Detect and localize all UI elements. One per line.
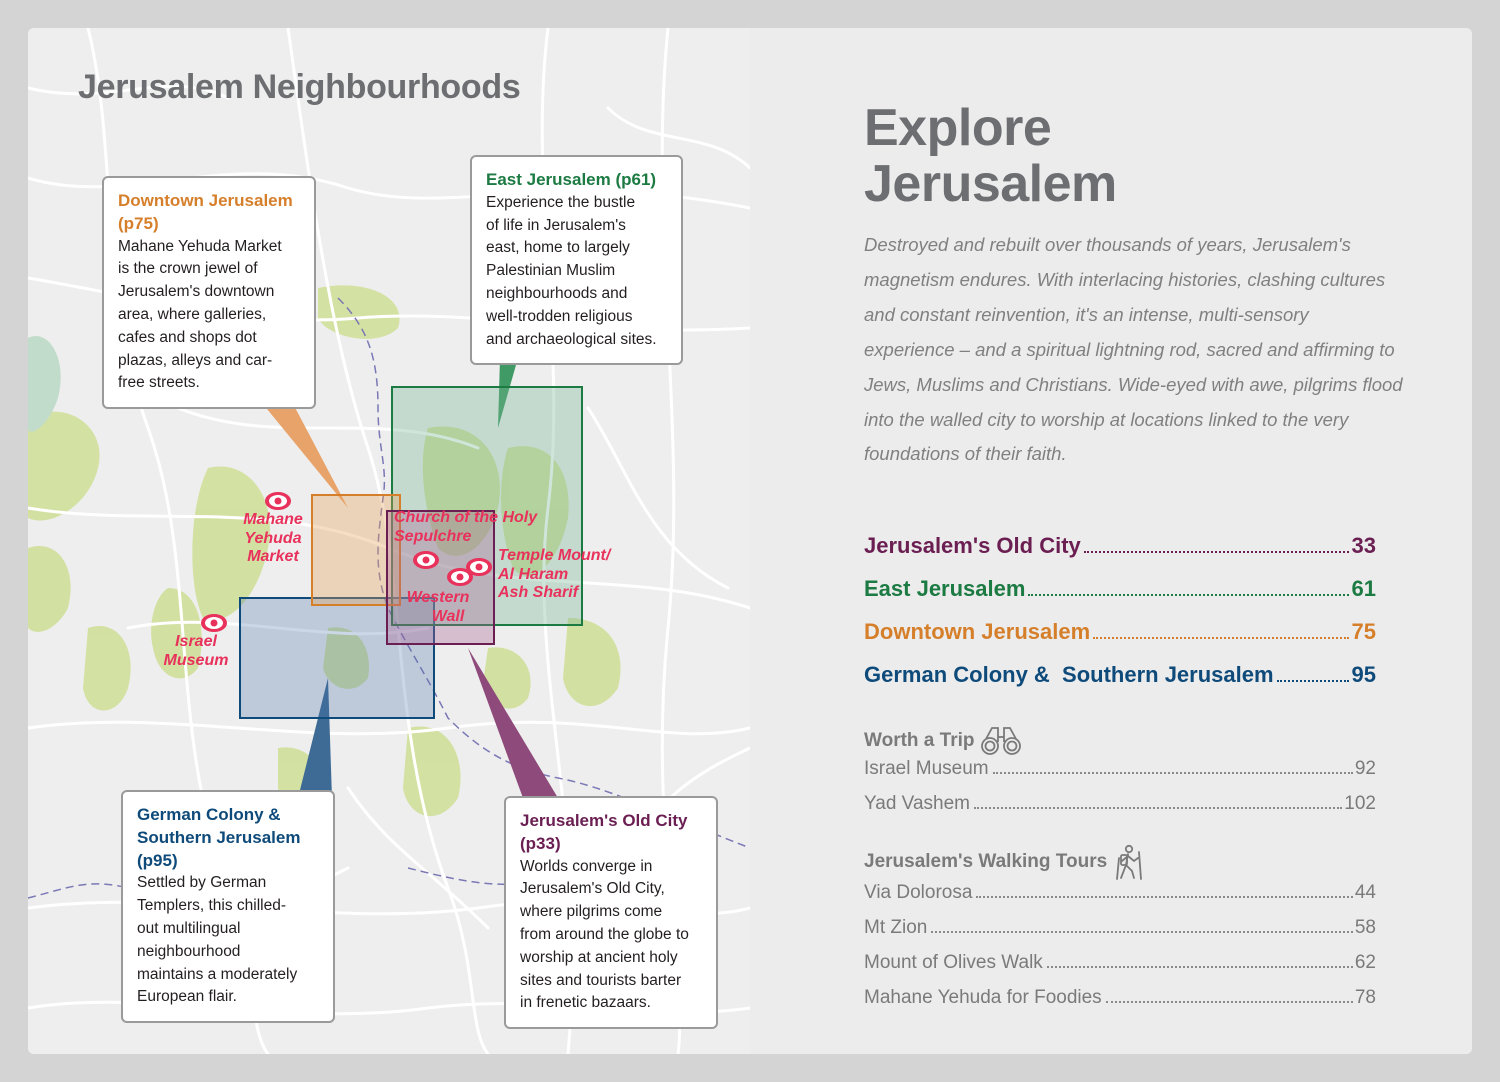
poi-israel-museum-label (156, 633, 236, 670)
binoculars-icon (980, 725, 1022, 757)
worth-row[interactable] (864, 793, 1376, 828)
callout-text-line: out multilingual (137, 919, 241, 937)
worth-a-trip-heading (864, 725, 1022, 757)
toc-page: 75 (1351, 619, 1376, 644)
poi-label-line: Temple Mount/ (498, 547, 611, 564)
callout-text-line: east, home to largely (486, 239, 630, 257)
callout-downtown (102, 176, 316, 409)
callout-german-title: German Colony & (137, 805, 281, 824)
walking-row[interactable] (864, 917, 1376, 952)
callout-text-line: of life in Jerusalem's (486, 216, 626, 234)
poi-label-line: Museum (163, 651, 229, 669)
intro-paragraph: Destroyed and rebuilt over thousands of years, Jerusalem's magnetism endures. With interlacing histories, clashing cultures and constant reinvention, it's an intense, multi-sensory experience – and a spiritual lightning rod, sacred and affirming to Jews, Muslims and Christians. Wide-eyed with awe, pilgrims flood into the walled city to worship at locations linked to the very foundations of their faith. (864, 234, 1403, 465)
callout-text-line: Worlds converge in (520, 857, 653, 875)
callout-text-line: and archaeological sites. (486, 330, 657, 348)
callout-text-line: is the crown jewel of (118, 260, 258, 278)
toc-neighbourhoods (864, 533, 1376, 705)
poi-label-line: Al Haram (498, 565, 569, 583)
toc-label: Mount of Olives Walk (864, 952, 1043, 973)
toc-leader (974, 807, 1342, 809)
poi-temple-mount-label (498, 547, 610, 603)
callout-text-line: in frenetic bazaars. (520, 994, 651, 1012)
walking-tours-title: Jerusalem's Walking Tours (864, 851, 1108, 872)
callout-downtown-title: Downtown Jerusalem (118, 191, 293, 210)
book-spread (28, 28, 1472, 1054)
callout-text-line: Jerusalem's Old City, (520, 880, 665, 898)
worth-a-trip-title: Worth a Trip (864, 730, 975, 751)
poi-mahane-yehuda-label (233, 511, 313, 567)
poi-western-wall-label (398, 589, 478, 626)
callout-text-line: European flair. (137, 988, 237, 1006)
worth-row[interactable] (864, 758, 1376, 793)
callout-east-title: East Jerusalem (p61) (486, 170, 657, 189)
toc-row-german-colony[interactable] (864, 662, 1376, 705)
callout-text-line: plazas, alleys and car- (118, 351, 273, 369)
callout-text-line: sites and tourists barter (520, 971, 682, 989)
walking-row[interactable] (864, 987, 1376, 1022)
callout-text-line: neighbourhoods and (486, 284, 628, 302)
toc-label: Israel Museum (864, 758, 989, 779)
toc-leader (1277, 680, 1349, 682)
walking-tours-list (864, 882, 1376, 1022)
callout-german-colony (121, 790, 335, 1023)
map-title: Jerusalem Neighbourhoods (78, 68, 521, 106)
poi-label-line: Western (406, 589, 470, 606)
toc-row-downtown[interactable] (864, 619, 1376, 662)
callout-text-line: area, where galleries, (118, 305, 267, 323)
callout-text-line: cafes and shops dot (118, 328, 257, 346)
toc-page: 61 (1351, 576, 1376, 601)
callout-oldcity-page: (p33) (520, 833, 561, 853)
toc-leader (1028, 594, 1348, 596)
toc-page: 44 (1354, 882, 1376, 903)
toc-page: 92 (1354, 758, 1376, 779)
poi-label-line: Church of the Holy (394, 509, 538, 526)
poi-label-line: Yehuda (244, 529, 302, 547)
callout-east (470, 155, 683, 365)
toc-leader (931, 931, 1353, 933)
explore-title-line: Explore (864, 99, 1052, 157)
walking-tours-heading (864, 844, 1145, 880)
callout-text-line: Templers, this chilled- (137, 897, 287, 915)
callout-text-line: free streets. (118, 374, 200, 392)
poi-church-label (394, 509, 537, 546)
callout-german-title: Southern Jerusalem (137, 827, 301, 847)
poi-label-line: Israel (175, 633, 217, 650)
toc-label: Mahane Yehuda for Foodies (864, 987, 1102, 1008)
toc-leader (1106, 1001, 1353, 1003)
toc-page: 78 (1354, 987, 1376, 1008)
explore-title-line: Jerusalem (864, 155, 1117, 213)
toc-page: 102 (1344, 793, 1376, 814)
toc-label: Mt Zion (864, 917, 928, 938)
toc-label: Via Dolorosa (864, 882, 973, 903)
callout-text-line: well-trodden religious (486, 307, 633, 325)
toc-label: Jerusalem's Old City (864, 533, 1081, 558)
walking-row[interactable] (864, 952, 1376, 987)
toc-page: 33 (1351, 533, 1376, 558)
callout-old-city (504, 796, 718, 1029)
explore-page (750, 28, 1472, 1054)
toc-label: East Jerusalem (864, 576, 1026, 601)
callout-text-line: neighbourhood (137, 942, 241, 960)
walking-row[interactable] (864, 882, 1376, 917)
callout-text-line: Palestinian Muslim (486, 262, 616, 280)
toc-label: Downtown Jerusalem (864, 619, 1091, 644)
toc-leader (993, 772, 1353, 774)
hiker-icon (1115, 844, 1145, 880)
toc-page: 95 (1351, 662, 1376, 687)
poi-label-line: Mahane (243, 511, 303, 528)
toc-page: 58 (1354, 917, 1376, 938)
callout-text-line: Settled by German (137, 874, 267, 892)
poi-label-line: Wall (431, 607, 465, 625)
explore-title (864, 100, 1117, 212)
callout-text-line: from around the globe to (520, 925, 689, 943)
toc-leader (976, 896, 1352, 898)
callout-text-line: Jerusalem's downtown (118, 283, 275, 301)
callout-text-line: worship at ancient holy (520, 948, 678, 966)
poi-label-line: Sepulchre (394, 527, 472, 545)
map-page (28, 28, 750, 1054)
toc-leader (1084, 551, 1349, 553)
poi-label-line: Market (247, 548, 299, 565)
worth-a-trip-list (864, 758, 1376, 828)
toc-label: German Colony & Southern Jerusalem (864, 662, 1274, 687)
callout-oldcity-title: Jerusalem's Old City (520, 811, 688, 830)
callout-text-line: Mahane Yehuda Market (118, 237, 282, 255)
toc-label: Yad Vashem (864, 793, 970, 814)
toc-leader (1093, 637, 1348, 639)
callout-text-line: maintains a moderately (137, 965, 298, 983)
toc-leader (1047, 966, 1353, 968)
toc-row-east[interactable] (864, 576, 1376, 619)
callout-german-page: (p95) (137, 850, 178, 870)
callout-downtown-page: (p75) (118, 213, 159, 233)
toc-row-old-city[interactable] (864, 533, 1376, 576)
callout-text-line: where pilgrims come (520, 903, 663, 921)
callout-text-line: Experience the bustle (486, 193, 636, 211)
poi-label-line: Ash Sharif (498, 584, 579, 601)
toc-page: 62 (1354, 952, 1376, 973)
